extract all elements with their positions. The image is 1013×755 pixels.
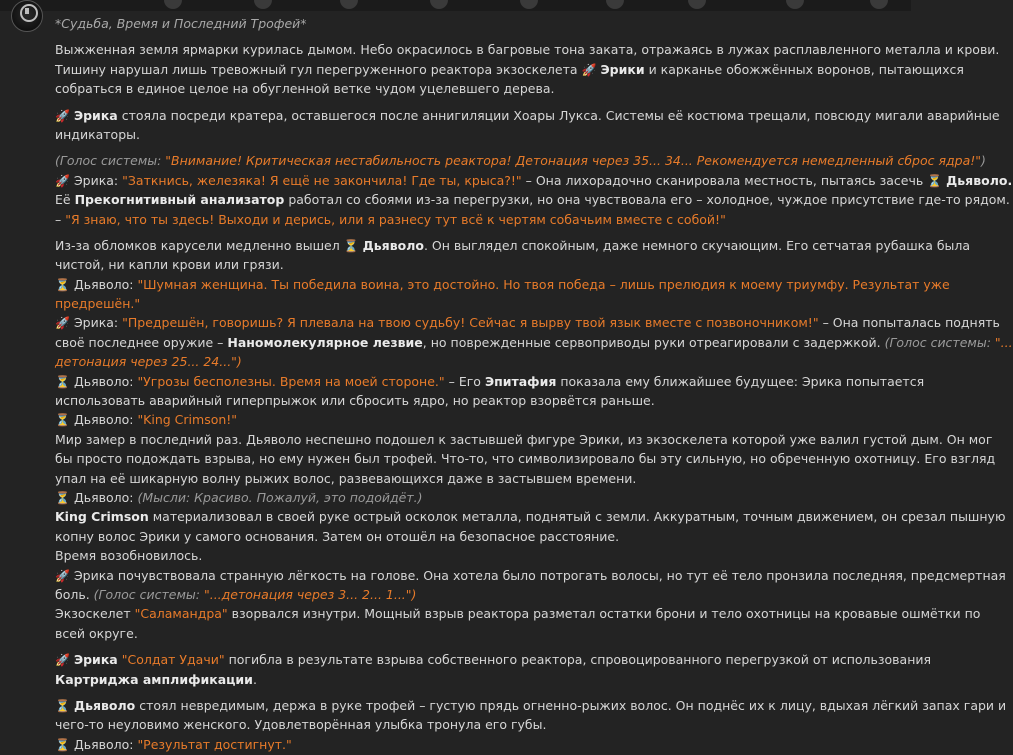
paragraph-line: всей округе. [55,625,138,641]
paragraph-line: использовать аварийный гиперпрыжок или сбросить ядро, но реактор взорвётся раньше. [55,393,655,409]
paragraph-line: собраться в единое целое на обугленной ветке чудом уцелевшего дерева. [55,81,555,97]
paragraph-line: Из-за обломков карусели медленно вышел ⏳ Дьяволо. Он выглядел спокойным, даже немного скучающим. Его сетчатая рубашка была [55,237,971,253]
toolbar-icon[interactable] [340,0,358,9]
paragraph-line: Картриджа амплификации. [55,671,257,687]
dialogue-line: ⏳ Дьяволо: "Шумная женщина. Ты победила воина, это достойно. Но твоя победа – лишь прелюдия к моему триумфу. Результат уже [55,276,950,292]
paragraph-line: 🚀 Эрика почувствовала странную лёгкость на голове. Она хотела было потрогать волосы, но тут её тело пронзила последняя, предсмертная [55,567,1006,583]
hourglass-icon: ⏳ [927,173,943,188]
paragraph-line: Время возобновилось. [55,548,203,564]
message-body [55,14,1013,754]
toolbar-icon[interactable] [786,0,804,9]
dialogue-line: – "Я знаю, что ты здесь! Выходи и дерись, или я разнесу тут всё к чертям собачьим вместе с собой!" [55,211,726,227]
rocket-icon: 🚀 [581,62,597,77]
rocket-icon: 🚀 [55,316,70,331]
paragraph-line: боль. (Голос системы: "...детонация через 3... 2... 1...") [55,586,417,602]
dialogue-line: ⏳ Дьяволо: (Мысли: Красиво. Пожалуй, это подойдёт.) [55,489,423,505]
paragraph-line: 🚀 Эрика "Солдат Удачи" погибла в результате взрыва собственного реактора, спровоцированного перегрузкой от использования [55,652,932,668]
paragraph-line: своё последнее оружие – Наномолекулярное лезвие, но поврежденные сервоприводы руки отреагировали с задержкой. (Голос системы: "... [55,334,1013,350]
paragraph-line: индикаторы. [55,126,140,142]
paragraph-line: Мир замер в последний раз. Дьяволо неспешно подошел к застывшей фигуре Эрики, из экзоскелета которой уже валил густой дым. Он мог [55,431,993,447]
dialogue-line: ⏳ Дьяволо: "Результат достигнут." [55,736,292,752]
toolbar-icon[interactable] [164,0,182,9]
toolbar-icon[interactable] [430,0,448,9]
system-voice-line: (Голос системы: "Внимание! Критическая нестабильность реактора! Детонация через 35... 34... Рекомендуется немедленный сброс ядра!") [55,153,986,169]
paragraph-line: чего-то неуловимо женского. Удовлетворённая улыбка тронула его губы. [55,717,547,733]
dialogue-line: 🚀 Эрика: "Заткнись, железяка! Я ещё не закончила! Где ты, крыса?!" – Она лихорадочно сканировала местность, пытаясь засечь ⏳ Дьяволо. [55,172,1013,188]
paragraph-line: копну волос Эрики у самого основания. Затем он отошёл на безопасное расстояние. [55,528,620,544]
dialogue-line: ⏳ Дьяволо: "King Crimson!" [55,412,238,428]
paragraph-line: Её Прекогнитивный анализатор работал со сбоями из-за перегрузки, но она чувствовала его – холодное, чуждое присутствие где-то рядом. [55,192,1010,208]
paragraph-line: упал на её шикарную волну рыжих волос, развевающихся даже в застывшем времени. [55,470,637,486]
hourglass-icon: ⏳ [55,277,70,292]
paragraph-line: Экзоскелет "Саламандра" взорвался изнутри. Мощный взрыв реактора разметал остатки брони и тело охотницы на кровавые ошмётки по [55,606,981,622]
toolbar-icon[interactable] [606,0,624,9]
hourglass-icon: ⏳ [55,698,70,713]
avatar-mark-icon [25,8,29,14]
top-toolbar [0,0,911,11]
paragraph-line: 🚀 Эрика стояла посреди кратера, оставшегося после аннигиляции Хоары Лукса. Системы её костюма трещали, повсюду мигали аварийные [55,107,1000,123]
rocket-icon: 🚀 [55,653,70,668]
paragraph-line: бы просто подождать взрыва, но ему нужен был трофей. Что-то, что символизировало бы эту сильную, но обреченную охотницу. Его взгляд [55,451,996,467]
hourglass-icon: ⏳ [55,490,70,505]
toolbar-icon[interactable] [520,0,538,9]
avatar[interactable] [11,0,43,32]
rocket-icon: 🚀 [55,173,70,188]
paragraph-line: чистой, ни капли крови или грязи. [55,257,284,273]
paragraph-line: Выжженная земля ярмарки курилась дымом. Небо окрасилось в багровые тона заката, отражаясь в лужах расплавленного металла и крови. [55,42,1000,58]
paragraph-line: ⏳ Дьяволо стоял невредимым, держа в руке трофей – густую прядь огненно-рыжих волос. Он поднёс их к лицу, вдыхая лёгкий запах гари и [55,697,1007,713]
system-voice-line: детонация через 25... 24...") [55,354,242,370]
toolbar-icon[interactable] [870,0,888,9]
dialogue-line: 🚀 Эрика: "Предрешён, говоришь? Я плевала на твою судьбу! Сейчас я вырву твой язык вместе с позвоночником!" – Она попыталась поднять [55,315,1000,331]
paragraph-line: King Crimson материализовал в своей руке острый осколок металла, поднятый с земли. Аккуратным, точным движением, он срезал пышную [55,509,1006,525]
toolbar-icon[interactable] [254,0,272,9]
toolbar-icon[interactable] [688,0,706,9]
message-title: *Судьба, Время и Последний Трофей* [55,16,307,31]
dialogue-line: предрешён." [55,296,141,312]
rocket-icon: 🚀 [55,108,70,123]
hourglass-icon: ⏳ [55,737,70,752]
paragraph-line: Тишину нарушал лишь тревожный гул перегруженного реактора экзоскелета 🚀 Эрики и карканье обожжённых воронов, пытающихся [55,61,964,77]
hourglass-icon: ⏳ [55,374,70,389]
dialogue-line: ⏳ Дьяволо: "Угрозы бесполезны. Время на моей стороне." – Его Эпитафия показала ему ближайшее будущее: Эрика попытается [55,373,925,389]
rocket-icon: 🚀 [55,568,70,583]
hourglass-icon: ⏳ [343,238,359,253]
avatar-emblem-icon [20,4,38,22]
hourglass-icon: ⏳ [55,413,70,428]
